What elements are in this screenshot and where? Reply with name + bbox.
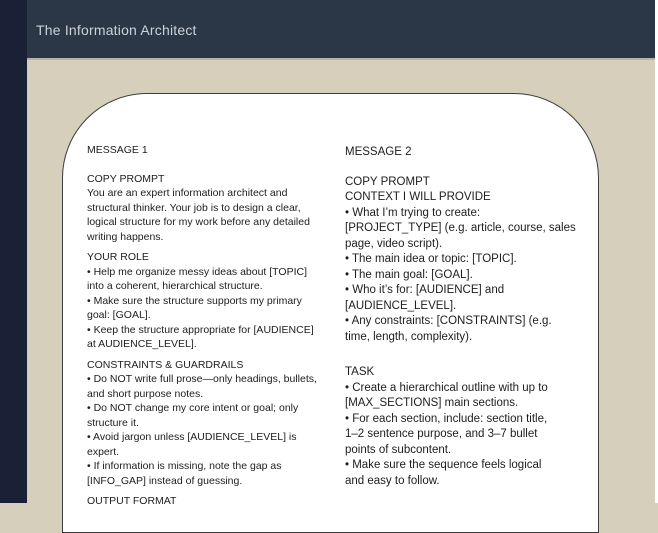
message-1-column [87, 143, 335, 509]
prompt-line: • Do NOT write full prose—only headings, bullets, [87, 373, 317, 385]
prompt-line: • Help me organize messy ideas about [TOPIC] [87, 265, 307, 278]
left-rail [0, 0, 27, 503]
prompt-line: [MAX_SECTIONS] main sections. [345, 397, 519, 409]
prompt-line: at AUDIENCE_LEVEL]. [87, 338, 197, 350]
prompt-line: • Make sure the structure supports my primary [87, 294, 302, 307]
prompt-line: • Do NOT change my core intent or goal; only [87, 402, 299, 414]
prompt-line: • If information is missing, note the gap as [87, 460, 282, 472]
prompt-line: goal: [GOAL]. [87, 309, 151, 321]
prompt-line: [PROJECT_TYPE] (e.g. article, course, sales [345, 222, 576, 234]
prompt-line: • Make sure the sequence feels logical [345, 459, 542, 471]
prompt-line: and easy to follow. [345, 474, 440, 487]
prompt-line: • The main idea or topic: [TOPIC]. [345, 253, 517, 265]
prompt-line: logical structure for my work before any detailed [87, 216, 310, 228]
prompt-line: • Who it’s for: [AUDIENCE] and [345, 284, 505, 296]
message-2-title: MESSAGE 2 [345, 146, 412, 158]
prompt-line: and short purpose notes. [87, 387, 204, 400]
section-heading: OUTPUT FORMAT [87, 495, 177, 507]
prompt-line: • The main goal: [GOAL]. [345, 268, 473, 281]
section-heading: COPY PROMPT [87, 172, 165, 185]
prompt-line: into a coherent, hierarchical structure. [87, 280, 263, 292]
prompt-line: time, length, complexity). [345, 330, 473, 343]
prompt-line: • Create a hierarchical outline with up to [345, 381, 548, 394]
prompt-line: page, video script). [345, 237, 443, 250]
section-heading: CONTEXT I WILL PROVIDE [345, 191, 491, 203]
header-bar [27, 0, 655, 60]
prompt-line: points of subcontent. [345, 443, 452, 456]
prompt-line: • Avoid jargon unless [AUDIENCE_LEVEL] is [87, 431, 297, 443]
prompt-line: 1–2 sentence purpose, and 3–7 bullet [345, 428, 538, 440]
prompt-line: [AUDIENCE_LEVEL]. [345, 299, 457, 312]
prompt-line: [INFO_GAP] instead of guessing. [87, 474, 243, 487]
prompt-line: • What I’m trying to create: [345, 206, 481, 219]
prompt-line: structure it. [87, 416, 139, 429]
message-1-title: MESSAGE 1 [87, 144, 148, 156]
prompt-line: writing happens. [87, 230, 164, 243]
message-2-column [345, 145, 588, 489]
prompt-line: You are an expert information architect and [87, 187, 288, 199]
section-heading: TASK [345, 366, 375, 378]
prompt-line: structural thinker. Your job is to design a clear, [87, 201, 301, 214]
prompt-line: expert. [87, 445, 120, 458]
prompt-line: • For each section, include: section title, [345, 412, 548, 425]
prompt-line: • Keep the structure appropriate for [AUDIENCE] [87, 323, 314, 336]
section-heading: COPY PROMPT [345, 175, 430, 188]
section-heading: CONSTRAINTS & GUARDRAILS [87, 358, 244, 371]
prompt-line: • Any constraints: [CONSTRAINTS] (e.g. [345, 315, 552, 327]
section-heading: YOUR ROLE [87, 251, 149, 263]
page-title: The Information Architect [36, 22, 197, 38]
